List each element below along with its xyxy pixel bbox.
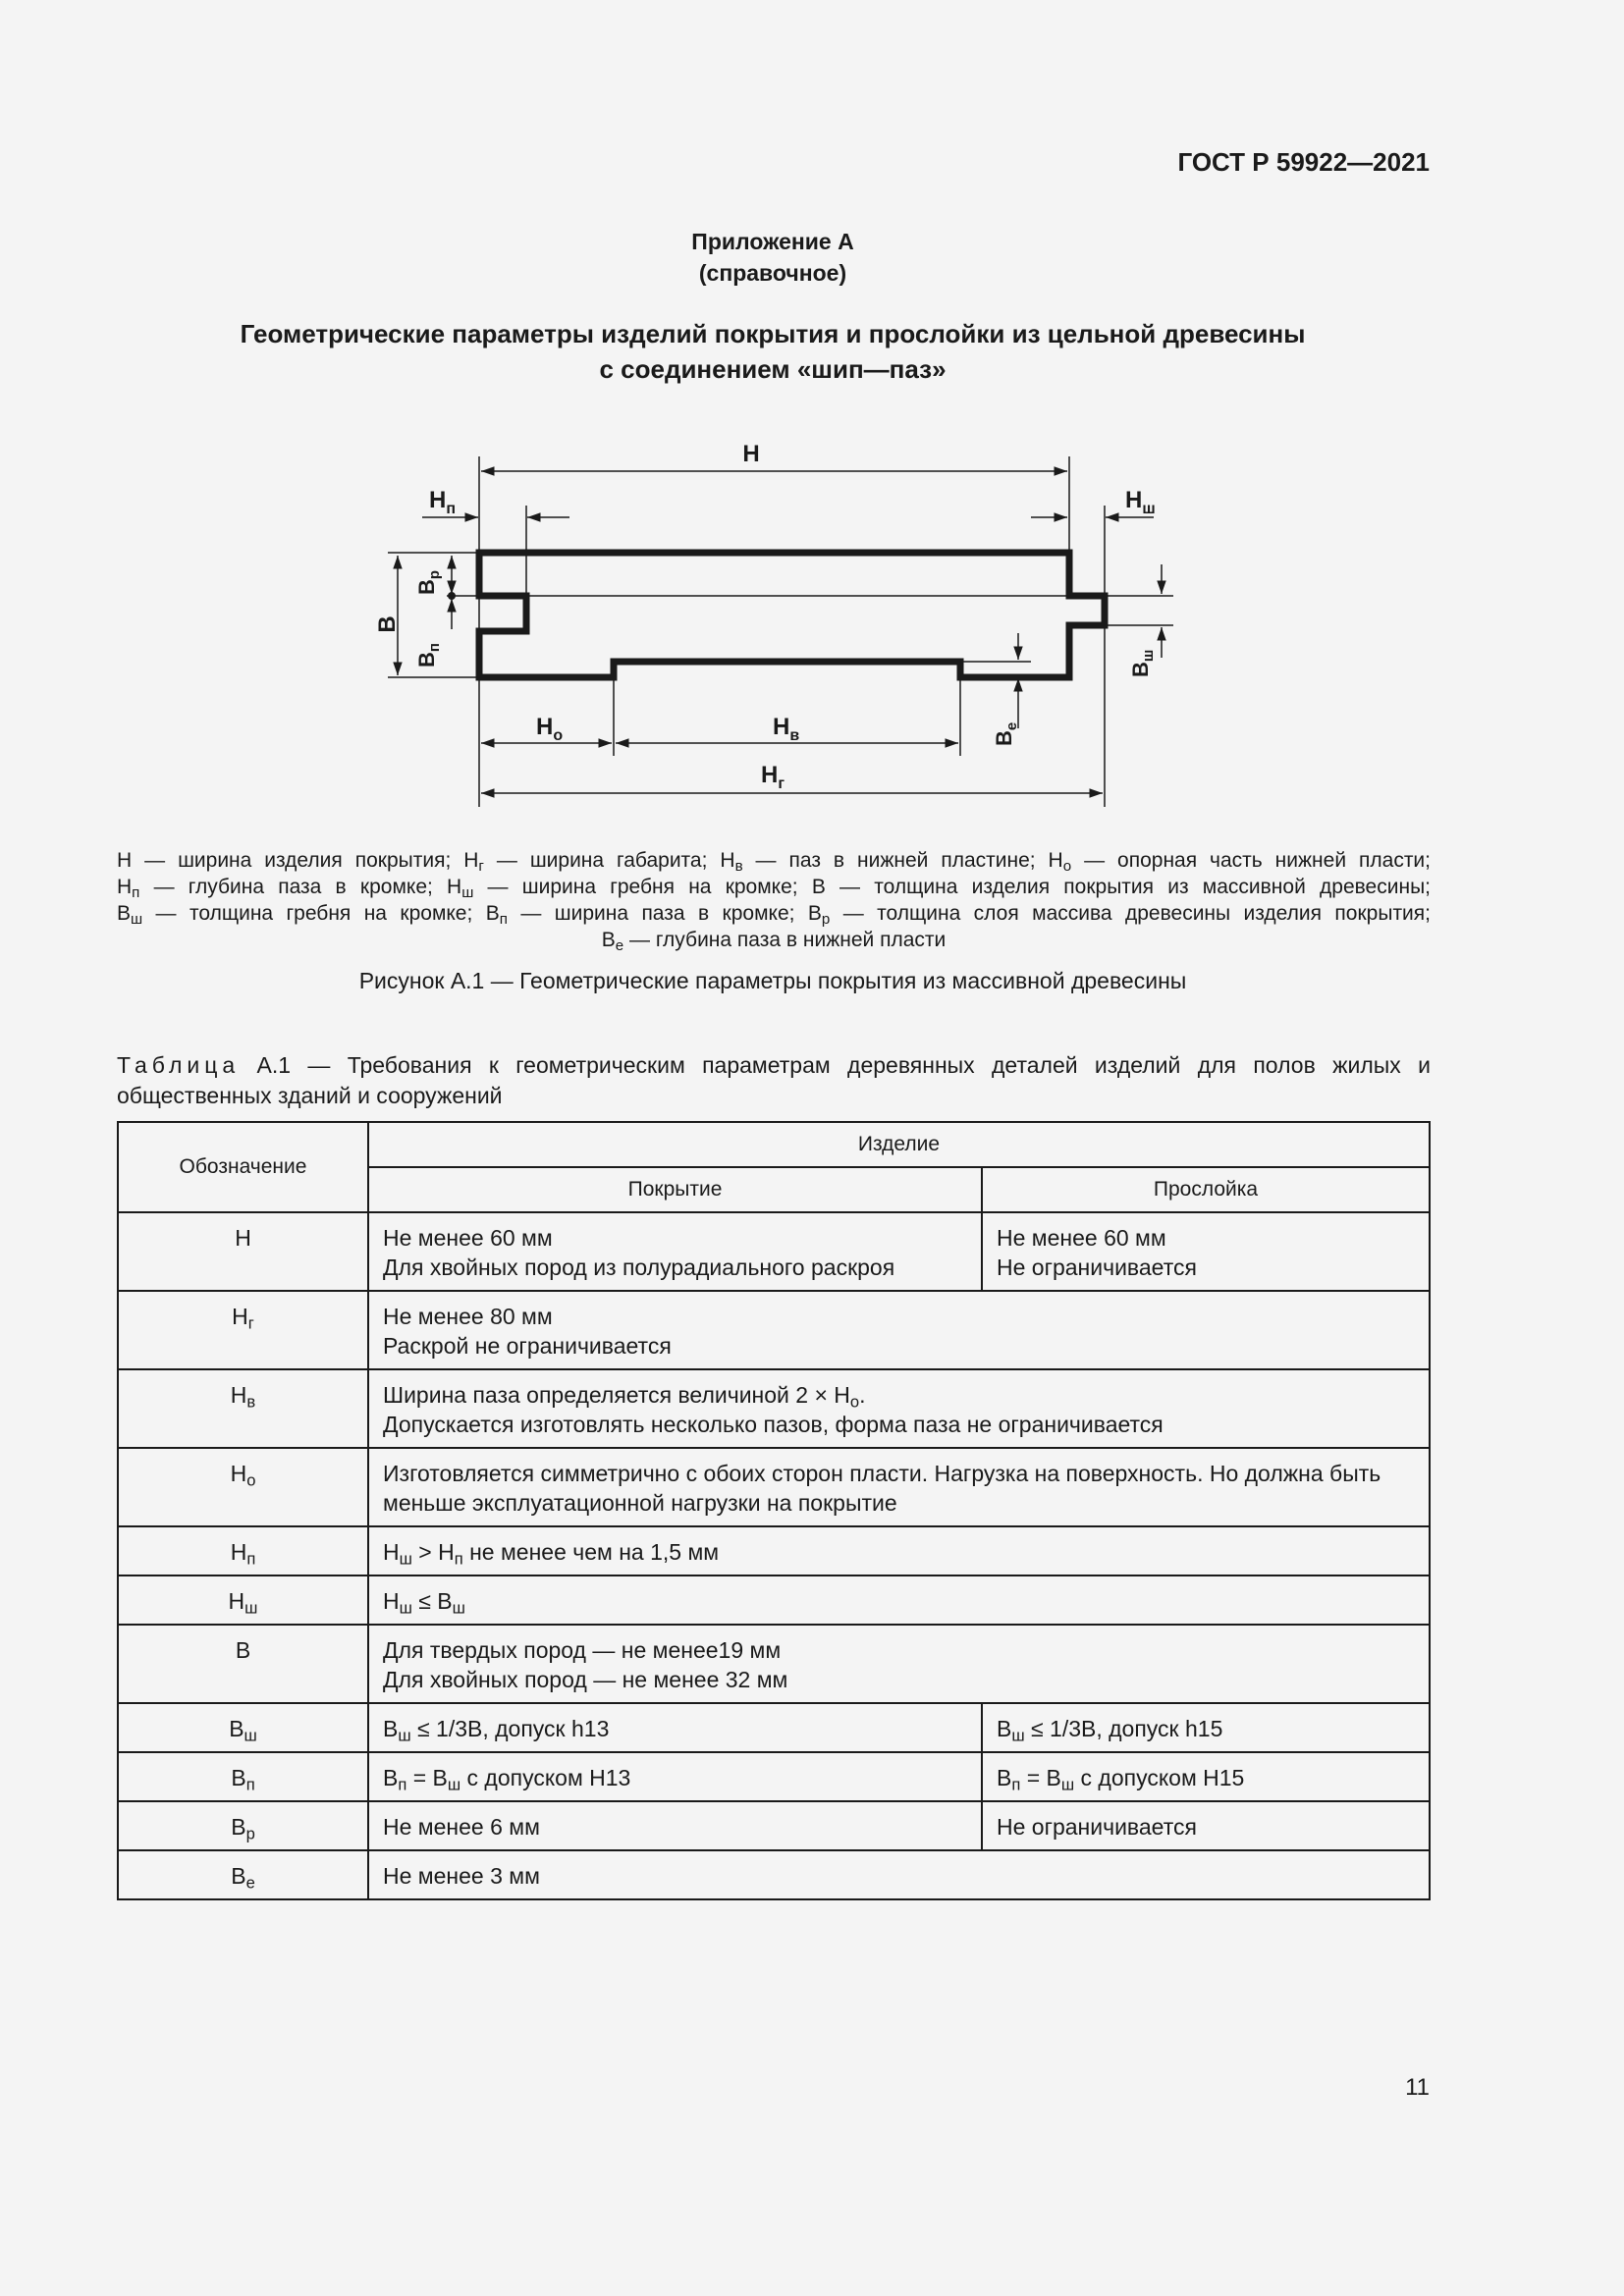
text-run: Не менее 6 мм: [383, 1814, 540, 1840]
subscript: п: [398, 1775, 407, 1794]
cell-coating: [368, 1625, 1430, 1703]
text-run: B: [231, 1765, 246, 1790]
table-row: [118, 1212, 1430, 1291]
cell-coating: [368, 1448, 1430, 1526]
text-run: Для твердых пород — не менее19 мм: [383, 1637, 782, 1663]
subscript: в: [734, 858, 743, 876]
text-run: H — ширина изделия покрытия; H: [117, 849, 479, 872]
text-run: — глубина паза в кромке; H: [139, 876, 462, 898]
text-run: = B: [406, 1765, 448, 1790]
text-run: Для хвойных пород из полурадиального раскроя: [383, 1255, 895, 1280]
cell-designation: [118, 1850, 368, 1899]
label-Hsh: $H_ш$: [1125, 487, 1156, 517]
table-body: [118, 1212, 1430, 1899]
text-run: — толщина слоя массива древесины изделия покрытия;: [830, 902, 1431, 925]
text-run: B: [231, 1863, 246, 1889]
cell-coating: [368, 1369, 1430, 1448]
text-run: Не ограничивается: [997, 1255, 1197, 1280]
text-run: H: [383, 1539, 400, 1565]
page-number: 11: [1405, 2074, 1430, 2101]
cell-line: [383, 1459, 1415, 1518]
text-run: — ширина габарита; H: [483, 849, 735, 872]
text-run: — ширина паза в кромке; B: [507, 902, 822, 925]
cell-line: [383, 1635, 1415, 1665]
subscript: г: [247, 1313, 254, 1333]
subscript: о: [1062, 858, 1072, 876]
cell-designation: [118, 1526, 368, 1575]
legend-line: [117, 874, 1431, 900]
label-Bp: $B_р$: [414, 569, 443, 595]
cell-line: [383, 1665, 1415, 1694]
cell-designation: [118, 1703, 368, 1752]
table-row: [118, 1752, 1430, 1801]
header-interlayer: Прослойка: [982, 1167, 1430, 1212]
cell-designation: [118, 1448, 368, 1526]
subscript: е: [245, 1873, 255, 1893]
cell-designation: [118, 1212, 368, 1291]
cell-line: [997, 1223, 1415, 1253]
text-run: B: [997, 1765, 1012, 1790]
text-run: B: [229, 1716, 244, 1741]
label-Be: $B_е$: [992, 721, 1020, 746]
text-run: Для хвойных пород — не менее 32 мм: [383, 1667, 788, 1692]
text-run: Не ограничивается: [997, 1814, 1197, 1840]
cell-line: [383, 1302, 1415, 1331]
text-run: не менее чем на 1,5 мм: [462, 1539, 720, 1565]
standard-number: ГОСТ Р 59922—2021: [1177, 147, 1430, 177]
text-run: H: [117, 876, 133, 898]
cell-designation: [118, 1801, 368, 1850]
cell-interlayer: [982, 1212, 1430, 1291]
text-run: — опорная часть нижней пласти;: [1071, 849, 1432, 872]
text-run: .: [859, 1382, 866, 1408]
cell-interlayer: [982, 1801, 1430, 1850]
text-run: B: [117, 902, 132, 925]
subscript: ш: [399, 1549, 412, 1569]
subscript: о: [849, 1392, 860, 1412]
text-run: с допуском H15: [1074, 1765, 1245, 1790]
cell-line: [383, 1223, 967, 1253]
text-run: Ширина паза определяется величиной 2 × H: [383, 1382, 850, 1408]
subscript: ш: [1011, 1726, 1025, 1745]
figure-caption: Рисунок А.1 — Геометрические параметры покрытия из массивной древесины: [358, 968, 1187, 993]
subscript: р: [245, 1824, 255, 1843]
subscript: п: [246, 1549, 256, 1569]
cell-line: [383, 1380, 1415, 1410]
text-run: B: [383, 1765, 399, 1790]
text-run: B: [997, 1716, 1012, 1741]
cell-coating: [368, 1291, 1430, 1369]
cell-coating: [368, 1212, 982, 1291]
text-run: Не менее 60 мм: [997, 1225, 1166, 1251]
text-run: B: [235, 1637, 251, 1663]
text-run: с допуском H13: [460, 1765, 631, 1790]
subscript: ш: [461, 884, 474, 902]
subscript: г: [478, 858, 484, 876]
text-run: — толщина гребня на кромке; B: [142, 902, 500, 925]
text-run: B: [231, 1814, 246, 1840]
cell-designation: [118, 1575, 368, 1625]
label-B: B: [374, 615, 401, 633]
label-H: H: [742, 441, 760, 467]
text-run: H: [235, 1225, 251, 1251]
text-run: — глубина паза в нижней пласти: [623, 929, 947, 951]
text-run: Не менее 3 мм: [383, 1863, 540, 1889]
text-run: Не менее 60 мм: [383, 1225, 553, 1251]
appendix-subtitle: (справочное): [698, 260, 847, 286]
cell-line: [383, 1586, 1415, 1616]
requirements-table: [117, 1121, 1431, 1900]
text-run: Допускается изготовлять несколько пазов, форма паза не ограничивается: [383, 1412, 1164, 1437]
label-Bn: $B_п$: [414, 643, 443, 667]
text-run: ≤ 1/3B, допуск h13: [410, 1716, 610, 1741]
tongue-groove-drawing: [0, 0, 1624, 825]
label-Ho: $H_о$: [536, 714, 564, 744]
text-run: Изготовляется симметрично с обоих сторон пласти. Нагрузка на поверхность. Но должна быть меньше эксплуатационной нагрузки на покрытие: [383, 1461, 1381, 1516]
table-row: [118, 1526, 1430, 1575]
text-run: B: [383, 1716, 399, 1741]
text-run: H: [232, 1304, 248, 1329]
table-row: [118, 1291, 1430, 1369]
text-run: — паз в нижней пластине; H: [742, 849, 1063, 872]
cell-line: [997, 1812, 1415, 1842]
subscript: ш: [452, 1598, 465, 1618]
cell-line: [383, 1410, 1415, 1439]
header-coating: Покрытие: [368, 1167, 982, 1212]
cell-line: [383, 1537, 1415, 1567]
cell-line: [383, 1861, 1415, 1891]
text-run: Не менее 80 мм: [383, 1304, 553, 1329]
appendix-title: Приложение А: [691, 229, 854, 254]
subscript: п: [454, 1549, 463, 1569]
cell-line: [383, 1253, 967, 1282]
cell-line: [997, 1714, 1415, 1743]
subscript: п: [132, 884, 140, 902]
subscript: ш: [447, 1775, 461, 1794]
subscript: о: [246, 1470, 256, 1490]
cell-coating: [368, 1703, 982, 1752]
cell-coating: [368, 1575, 1430, 1625]
subscript: ш: [398, 1726, 411, 1745]
subscript: ш: [131, 911, 143, 929]
subscript: п: [245, 1775, 255, 1794]
table-row: [118, 1448, 1430, 1526]
text-run: H: [230, 1461, 247, 1486]
text-run: > H: [411, 1539, 455, 1565]
table-row: [118, 1369, 1430, 1448]
header-product: Изделие: [368, 1122, 1430, 1167]
cell-line: [997, 1763, 1415, 1792]
text-run: H: [230, 1539, 247, 1565]
text-run: H: [383, 1588, 400, 1614]
legend-line: [117, 927, 1431, 953]
table-caption: Таблица А.1 — Требования к геометрическим параметрам деревянных деталей изделий для полов жилых и общественных зданий и сооружений: [117, 1052, 1431, 1108]
table-row: [118, 1850, 1430, 1899]
subscript: ш: [244, 1598, 258, 1618]
text-run: ≤ B: [411, 1588, 453, 1614]
text-run: B: [601, 929, 616, 951]
table-row: [118, 1625, 1430, 1703]
cell-line: [997, 1253, 1415, 1282]
legend-line: [117, 900, 1431, 927]
text-run: — ширина гребня на кромке; B — толщина изделия покрытия из массивной древесины;: [473, 876, 1431, 898]
subscript: ш: [244, 1726, 257, 1745]
cell-designation: [118, 1625, 368, 1703]
subscript: р: [821, 911, 831, 929]
subscript: п: [499, 911, 508, 929]
section-title-line2: с соединением «шип—паз»: [599, 354, 947, 384]
text-run: = B: [1020, 1765, 1061, 1790]
table-row: [118, 1575, 1430, 1625]
subscript: п: [1011, 1775, 1021, 1794]
label-Bsh: $B_ш$: [1128, 649, 1157, 677]
table-row: [118, 1801, 1430, 1850]
cell-designation: [118, 1752, 368, 1801]
cell-line: [383, 1812, 967, 1842]
cell-interlayer: [982, 1752, 1430, 1801]
cell-line: [383, 1763, 967, 1792]
cell-line: [383, 1714, 967, 1743]
cell-interlayer: [982, 1703, 1430, 1752]
label-Hg: $H_г$: [761, 762, 785, 792]
label-Hv: $H_в$: [773, 714, 800, 744]
board-profile: [479, 553, 1105, 677]
header-designation: Обозначение: [118, 1122, 368, 1212]
text-run: ≤ 1/3B, допуск h15: [1024, 1716, 1223, 1741]
text-run: H: [230, 1382, 247, 1408]
cell-coating: [368, 1526, 1430, 1575]
section-title-line1: Геометрические параметры изделий покрытия и прослойки из цельной древесины: [240, 319, 1306, 348]
cell-coating: [368, 1801, 982, 1850]
cell-coating: [368, 1752, 982, 1801]
legend-line: [117, 847, 1431, 874]
subscript: ш: [399, 1598, 412, 1618]
cell-designation: [118, 1369, 368, 1448]
table-row: [118, 1703, 1430, 1752]
cell-coating: [368, 1850, 1430, 1899]
subscript: е: [615, 937, 624, 955]
subscript: ш: [1060, 1775, 1075, 1794]
cell-designation: [118, 1291, 368, 1369]
text-run: H: [228, 1588, 245, 1614]
cell-line: [383, 1331, 1415, 1361]
subscript: в: [246, 1392, 256, 1412]
text-run: Раскрой не ограничивается: [383, 1333, 672, 1359]
label-Hp: $H_п$: [429, 487, 457, 517]
